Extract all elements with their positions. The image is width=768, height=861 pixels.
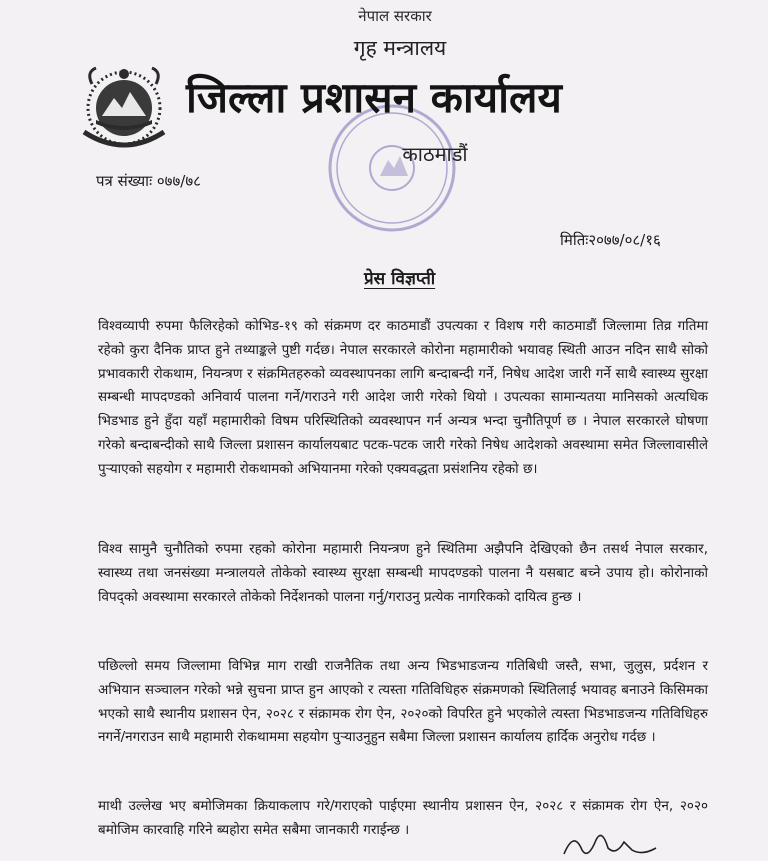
paragraph-2: विश्व सामुनै चुनौतिको रुपमा रहको कोरोना महामारी नियन्त्रण हुने स्थितिमा अझैपनि देखिएको छैन तसर्थ नेपाल सरकार, स्वास्थ्य तथा जनसंख्या मन्त्रालयले तोकेको स्वास्थ्य सुरक्षा सम्बन्धी मापदण्डको पालना नै यसबाट बच्ने उपाय हो। कोरोनाको विपद्को अवस्थामा सरकारले तोकेको निर्देशनको पालना गर्नु/गराउनु प्रत्येक नागरिकको दायित्व हुन्छ । (98, 541, 708, 605)
letter-number: पत्र संख्याः ०७७/७८ (96, 172, 201, 190)
office-title: जिल्ला प्रशासन कार्यालय (186, 73, 562, 122)
district-name: काठमाडौं (402, 142, 468, 166)
nepal-emblem-icon (74, 62, 174, 158)
paragraph-3: पछिल्लो समय जिल्लामा विभिन्न माग राखी राजनैतिक तथा अन्य भिडभाडजन्य गतिबिधी जस्तै, सभा, जुलुस, प्रर्दशन र अभियान सञ्चालन गरेको भन्ने सुचना प्राप्त हुन आएको र त्यस्ता गतिविधिहरु संक्रमणको स्थितिलाई भयावह बनाउने किसिमका भएको साथै स्थानीय प्रशासन ऐन, २०२८ र संक्रामक रोग ऐन, २०२०को विपरित हुने भएकोले त्यस्ता भिडभाडजन्य गतिविधिहरु नगर्ने/नगराउन साथै महामारी रोकथाममा सहयोग पुर्‍याउनुहुन सबैमा जिल्ला प्रशासन कार्यालय हार्दिक अनुरोध गर्दछ । (98, 658, 708, 746)
paragraph-4: माथी उल्लेख भए बमोजिमका क्रियाकलाप गरे/गराएको पाईएमा स्थानीय प्रशासन ऐन, २०२८ र संक्रामक रोग ऐन, २०२० बमोजिम कारवाहि गरिने ब्यहोरा समेत सबैमा जानकारी गराईन्छ । (98, 798, 708, 838)
signature (560, 826, 680, 861)
ministry-name: गृह मन्त्रालय (353, 36, 447, 60)
document-title: प्रेस विज्ञप्ती (364, 269, 436, 289)
government-name: नेपाल सरकार (358, 7, 432, 25)
paragraph-1: विश्वव्यापी रुपमा फैलिरहेको कोभिड-१९ को संक्रमण दर काठमाडौं उपत्यका र विशष गरी काठमाडौं जिल्लामा तिव्र गतिमा रहेको कुरा दैनिक प्राप्त हुने तथ्याङ्कले पुष्टी गर्दछ। नेपाल सरकारले कोरोना महामारीको भयावह स्थिती आउन नदिन साथै सोको प्रभावकारी रोकथाम, नियन्त्रण र संक्रमितहरुको व्यवस्थापनका लागि बन्दाबन्दी गर्ने, निषेध आदेश जारी गर्ने साथै स्वास्थ्य सुरक्षा सम्बन्धी मापदण्डको अनिवार्य पालना गर्ने/गराउने गरी आदेश जारी गरेको थियो । उपत्यका सामान्यतया मानिसको अत्यधिक भिडभाड हुने हुँदा यहाँ महामारीको विषम परिस्थितिको व्यवस्थापन गर्न अन्यत्र भन्दा चुनौतिपूर्ण छ । नेपाल सरकारले घोषणा गरेको बन्दाबन्दीको साथै जिल्ला प्रशासन कार्यालयबाट पटक-पटक जारी गरेको निषेध आदेशको अवस्थामा समेत जिल्लावासीले पुर्‍याएको सहयोग र महामारी रोकथामको अभियानमा गरेको एक्यवद्धता प्रसंशनिय रहेको छ। (98, 318, 708, 477)
letter-date: मितिः२०७७/०८/१६ (560, 231, 661, 249)
